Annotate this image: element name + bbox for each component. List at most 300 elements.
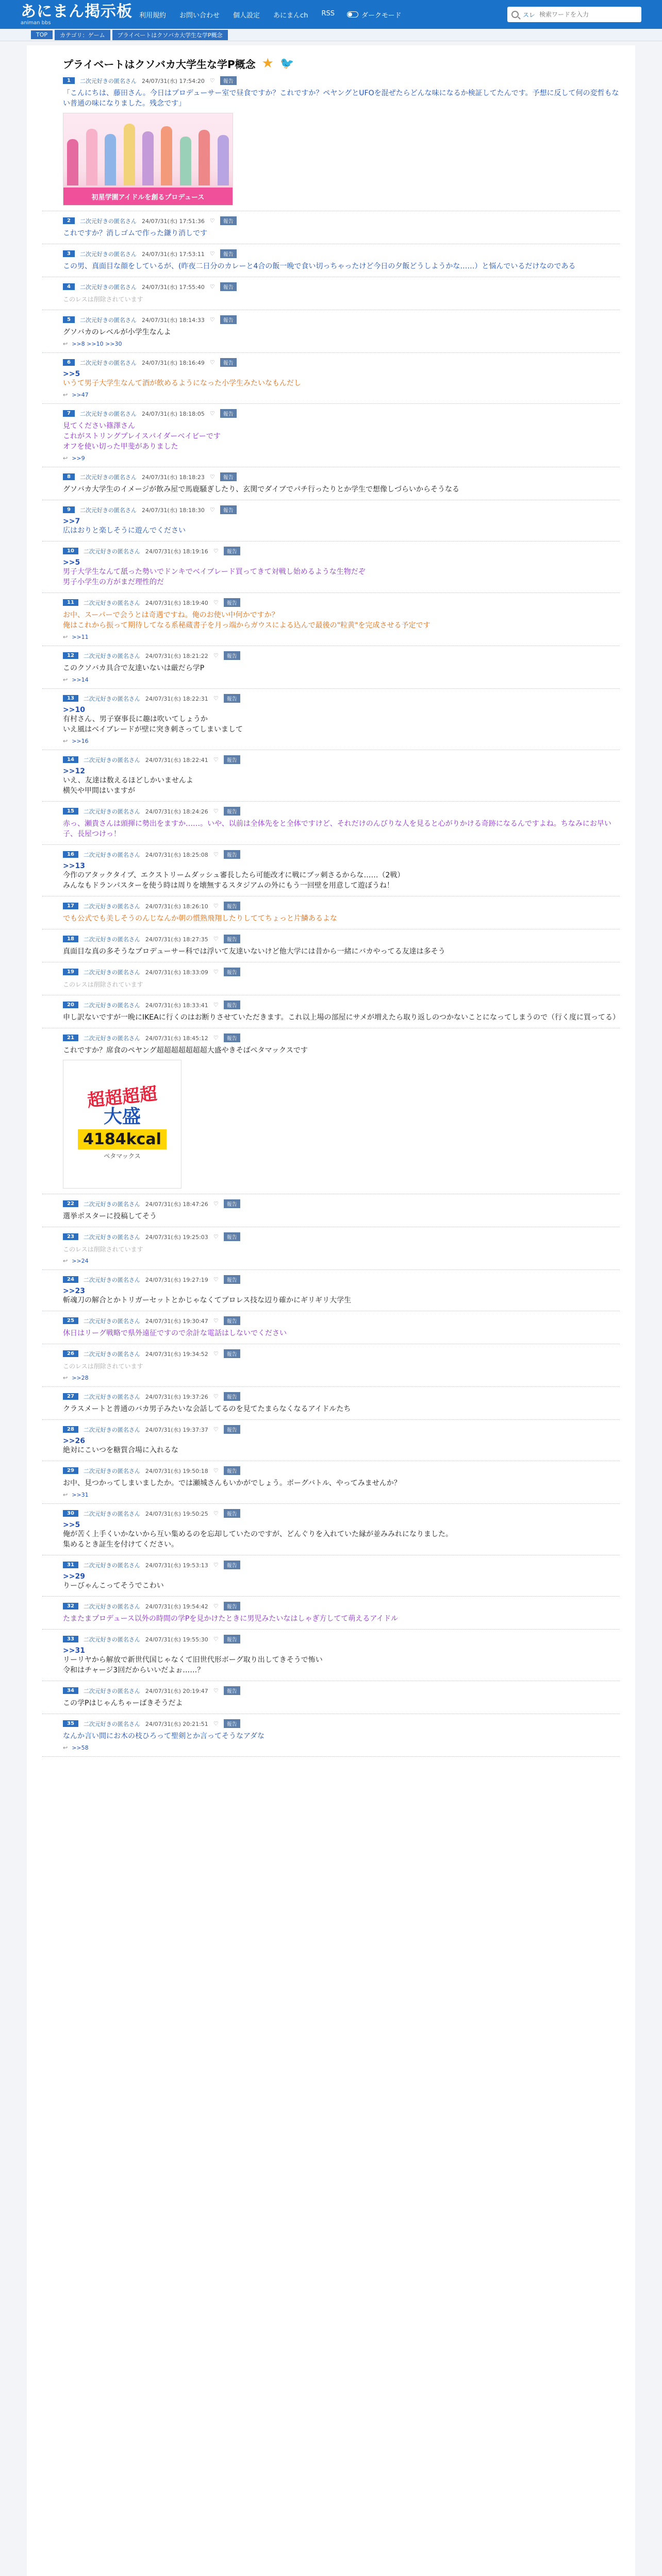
like-icon[interactable]: ♡: [213, 1510, 219, 1517]
reply-icon: ↩: [63, 738, 68, 744]
post-item: [42, 541, 620, 593]
like-icon[interactable]: ♡: [213, 851, 219, 858]
post-number[interactable]: 14: [63, 756, 78, 763]
like-icon[interactable]: ♡: [213, 1276, 219, 1283]
post-author: 二次元好きの匿名さん: [83, 1350, 140, 1358]
post-date: 24/07/31(水) 19:34:52: [145, 1350, 208, 1358]
post-anchor-link[interactable]: >>23: [63, 1287, 85, 1295]
post-date: 24/07/31(水) 20:19:47: [145, 1687, 208, 1694]
post-body: このレスは削除されています: [63, 1363, 143, 1370]
post-meta: [63, 547, 620, 555]
post-author: 二次元好きの匿名さん: [83, 756, 140, 764]
post-author: 二次元好きの匿名さん: [83, 1467, 140, 1475]
post-body: 有村さん、男子寮事長に趣は吹いてしょうか いえ風はベイブレードが壁に突き刺さってしまいまして: [63, 715, 243, 734]
image-banner: 初星学園アイドルを創るプロデュース: [63, 188, 233, 205]
post-anchor-link[interactable]: >>5: [63, 370, 80, 378]
report-button[interactable]: 報告: [224, 850, 240, 859]
post-anchor-link[interactable]: >>5: [63, 558, 80, 567]
report-button[interactable]: 報告: [224, 755, 240, 764]
reply-anchor-list[interactable]: >>16: [72, 738, 89, 744]
post-body: クラスメートと普通のバカ男子みたいな会話してるのを見てたまらなくなるアイドルたち: [63, 1405, 351, 1413]
report-button[interactable]: 報告: [224, 1199, 240, 1208]
post-item: [42, 71, 620, 211]
reply-anchor-list[interactable]: >>58: [72, 1744, 89, 1751]
post-body: 見てください篠澤さん これがストリングプレイスパイダーベイビーです オフを使い切った甲斐がありました: [63, 422, 221, 451]
post-number[interactable]: 10: [63, 548, 78, 554]
post-body: でも公式でも美しそうのんじなんか朝の慣熟飛翔したりしててちょっと片鱗あるよな: [63, 914, 337, 923]
post-item: [42, 467, 620, 500]
post-meta: [63, 1425, 620, 1434]
post-date: 24/07/31(水) 18:16:49: [141, 359, 205, 366]
post-item: [42, 310, 620, 353]
post-date: 24/07/31(水) 19:50:25: [145, 1510, 208, 1517]
post-body: グソバカのレベルが小学生なんよ: [63, 328, 171, 336]
post-number[interactable]: 12: [63, 652, 78, 659]
like-icon[interactable]: ♡: [209, 283, 215, 290]
post-item: [42, 404, 620, 467]
post-date: 24/07/31(水) 18:33:41: [145, 1002, 208, 1009]
report-button[interactable]: 報告: [224, 1001, 240, 1009]
post-item: [42, 244, 620, 277]
post-date: 24/07/31(水) 18:18:30: [141, 506, 205, 514]
post-item: [42, 1387, 620, 1420]
post-anchor-link[interactable]: >>13: [63, 862, 85, 870]
reply-anchor-list[interactable]: >>14: [72, 676, 89, 683]
post-item: [42, 1227, 620, 1270]
post-number[interactable]: 21: [63, 1035, 78, 1041]
post-number[interactable]: 9: [63, 506, 75, 513]
post-date: 24/07/31(水) 18:14:33: [141, 316, 205, 324]
post-author: 二次元好きの匿名さん: [83, 808, 140, 815]
report-button[interactable]: 報告: [224, 1275, 240, 1284]
like-icon[interactable]: ♡: [213, 695, 219, 702]
like-icon[interactable]: ♡: [209, 506, 215, 513]
post-number[interactable]: 6: [63, 359, 75, 366]
post-meta: [63, 1033, 620, 1042]
reply-icon: ↩: [63, 676, 68, 683]
post-meta: [63, 850, 620, 859]
post-date: 24/07/31(水) 19:25:03: [145, 1233, 208, 1241]
post-meta: [63, 1349, 620, 1358]
report-button[interactable]: 報告: [220, 216, 237, 225]
post-number[interactable]: 30: [63, 1510, 78, 1517]
post-date: 24/07/31(水) 19:54:42: [145, 1603, 208, 1610]
reply-anchor-list[interactable]: >>31: [72, 1492, 89, 1498]
post-number[interactable]: 8: [63, 473, 75, 480]
post-number[interactable]: 16: [63, 851, 78, 858]
post-number[interactable]: 20: [63, 1002, 78, 1008]
post-author: 二次元好きの匿名さん: [79, 77, 137, 84]
post-author: 二次元好きの匿名さん: [79, 316, 137, 324]
search-input[interactable]: [539, 11, 637, 18]
star-icon[interactable]: ★: [261, 56, 274, 71]
site-logo[interactable]: [21, 4, 134, 26]
post-author: 二次元好きの匿名さん: [79, 217, 137, 225]
post-number[interactable]: 11: [63, 599, 78, 606]
post-author: 二次元好きの匿名さん: [83, 1510, 140, 1517]
nav-contact[interactable]: お問い合わせ: [179, 11, 220, 20]
post-item: [42, 277, 620, 310]
thread-header: [63, 56, 620, 71]
post-meta: [63, 1316, 620, 1325]
post-item: [42, 845, 620, 896]
post-author: 二次元好きの匿名さん: [83, 969, 140, 976]
post-date: 24/07/31(水) 18:19:16: [145, 548, 208, 555]
like-icon[interactable]: ♡: [213, 1687, 219, 1694]
report-button[interactable]: 報告: [224, 1719, 240, 1728]
image-text-kcal: 4184kcal: [78, 1129, 167, 1149]
search-box: [507, 7, 641, 22]
post-meta: [63, 1199, 620, 1208]
like-icon[interactable]: ♡: [213, 969, 219, 975]
report-button[interactable]: 報告: [224, 651, 240, 660]
image-text-top: 超超超超: [86, 1083, 158, 1111]
post-meta: [63, 755, 620, 764]
post-author: 二次元好きの匿名さん: [83, 599, 140, 606]
report-button[interactable]: 報告: [224, 1635, 240, 1643]
report-button[interactable]: 報告: [224, 1561, 240, 1569]
post-meta: [63, 1232, 620, 1241]
reply-links: [63, 392, 620, 398]
post-author: 二次元好きの匿名さん: [79, 283, 137, 291]
post-number[interactable]: 18: [63, 936, 78, 942]
like-icon[interactable]: ♡: [213, 756, 219, 763]
post-author: 二次元好きの匿名さん: [83, 652, 140, 659]
post-item: [42, 1681, 620, 1714]
post-author: 二次元好きの匿名さん: [83, 1562, 140, 1569]
post-author: 二次元好きの匿名さん: [83, 903, 140, 910]
page-title: プライベートはクソバカ大学生な学P概念: [63, 58, 256, 71]
post-author: 二次元好きの匿名さん: [79, 473, 137, 481]
post-body: 今作のアタックタイプ、エクストリームダッシュ審長したら可能改才に戦にブッ刺さるからな……（2戦） みんなもドランパスターを使う時は周りを壊無するスタジアムの外にもう一回壁を用意して遊ぼうね！: [63, 871, 405, 890]
post-date: 24/07/31(水) 19:50:18: [145, 1467, 208, 1475]
like-icon[interactable]: ♡: [213, 1233, 219, 1240]
like-icon[interactable]: ♡: [209, 316, 215, 323]
post-meta: [63, 409, 620, 418]
reply-links: [63, 1492, 620, 1498]
post-meta: [63, 76, 620, 85]
post-meta: [63, 282, 620, 291]
post-item: [42, 1630, 620, 1681]
report-button[interactable]: 報告: [220, 409, 237, 418]
like-icon[interactable]: ♡: [213, 599, 219, 606]
post-anchor-link[interactable]: >>10: [63, 706, 85, 714]
post-number[interactable]: 34: [63, 1687, 78, 1694]
post-author: 二次元好きの匿名さん: [83, 1603, 140, 1610]
post-meta: [63, 1561, 620, 1569]
reply-anchor-list[interactable]: >>24: [72, 1258, 89, 1264]
reply-icon: ↩: [63, 634, 68, 640]
post-date: 24/07/31(水) 17:55:40: [141, 283, 205, 291]
breadcrumb-top[interactable]: TOP: [31, 30, 53, 39]
post-number[interactable]: 22: [63, 1200, 78, 1207]
post-item: [42, 500, 620, 541]
like-icon[interactable]: ♡: [209, 473, 215, 480]
like-icon[interactable]: ♡: [213, 1035, 219, 1041]
post-number[interactable]: 24: [63, 1276, 78, 1283]
like-icon[interactable]: ♡: [213, 936, 219, 942]
character-figure: [142, 131, 154, 185]
post-meta: [63, 249, 620, 258]
post-meta: [63, 1001, 620, 1009]
like-icon[interactable]: ♡: [213, 1002, 219, 1008]
post-number[interactable]: 17: [63, 903, 78, 909]
post-date: 24/07/31(水) 18:24:26: [145, 808, 208, 815]
report-button[interactable]: 報告: [224, 968, 240, 976]
reply-links: [63, 455, 620, 462]
breadcrumb-thread[interactable]: プライベートはクソバカ大学生な学P概念: [112, 30, 228, 40]
post-number[interactable]: 15: [63, 808, 78, 815]
post-date: 24/07/31(水) 19:30:47: [145, 1317, 208, 1325]
like-icon[interactable]: ♡: [213, 548, 219, 554]
like-icon[interactable]: ♡: [213, 1603, 219, 1609]
post-body: 絶対にこいつを糖質合場に入れるな: [63, 1446, 178, 1454]
post-date: 24/07/31(水) 19:37:26: [145, 1393, 208, 1400]
character-figure: [161, 126, 172, 185]
post-number[interactable]: 28: [63, 1426, 78, 1433]
logo-text[interactable]: あにまん掲示板: [21, 2, 133, 21]
like-icon[interactable]: ♡: [213, 1317, 219, 1324]
nav-rss[interactable]: RSS: [321, 9, 335, 18]
report-button[interactable]: 報告: [224, 807, 240, 816]
post-anchor-link[interactable]: >>12: [63, 767, 85, 775]
post-number[interactable]: 13: [63, 695, 78, 702]
post-anchor-link[interactable]: >>7: [63, 517, 80, 526]
post-item: [42, 646, 620, 689]
post-anchor-link[interactable]: >>5: [63, 1521, 80, 1529]
post-item: [42, 1420, 620, 1461]
report-button[interactable]: 報告: [220, 249, 237, 258]
report-button[interactable]: 報告: [224, 694, 240, 703]
post-anchor-link[interactable]: >>26: [63, 1437, 85, 1445]
post-date: 24/07/31(水) 18:27:35: [145, 936, 208, 943]
post-meta: [63, 694, 620, 703]
like-icon[interactable]: ♡: [213, 1350, 219, 1357]
post-item: [42, 689, 620, 750]
post-date: 24/07/31(水) 18:21:22: [145, 652, 208, 659]
post-meta: [63, 968, 620, 976]
character-figure: [105, 134, 116, 185]
post-body: このレスは削除されています: [63, 981, 143, 988]
like-icon[interactable]: ♡: [213, 1200, 219, 1207]
report-button[interactable]: 報告: [224, 1509, 240, 1518]
post-author: 二次元好きの匿名さん: [83, 936, 140, 943]
post-item: [42, 1344, 620, 1387]
post-author: 二次元好きの匿名さん: [83, 1276, 140, 1283]
post-number[interactable]: 27: [63, 1393, 78, 1400]
report-button[interactable]: 報告: [224, 1349, 240, 1358]
post-item: [42, 1504, 620, 1555]
post-number[interactable]: 33: [63, 1636, 78, 1642]
post-body: これですか？消しゴムで作った鎌り消しです: [63, 229, 207, 238]
reply-anchor-list[interactable]: >>8 >>10 >>30: [72, 341, 122, 347]
twitter-bird-icon[interactable]: 🐦: [279, 57, 294, 70]
post-author: 二次元好きの匿名さん: [83, 1720, 140, 1727]
post-author: 二次元好きの匿名さん: [83, 1636, 140, 1643]
character-figure: [67, 139, 78, 185]
like-icon[interactable]: ♡: [209, 410, 215, 417]
post-item: [42, 1597, 620, 1630]
character-figure: [218, 135, 229, 185]
like-icon[interactable]: ♡: [209, 217, 215, 224]
post-number[interactable]: 32: [63, 1603, 78, 1609]
post-date: 24/07/31(水) 20:21:51: [145, 1720, 208, 1727]
post-image[interactable]: [63, 1060, 181, 1189]
post-number[interactable]: 23: [63, 1233, 78, 1240]
toggle-switch-icon[interactable]: [347, 11, 358, 18]
report-button[interactable]: 報告: [224, 1316, 240, 1325]
character-figure: [180, 137, 191, 185]
post-date: 24/07/31(水) 18:19:40: [145, 599, 208, 606]
post-body: これですか？席食のペヤング超超超超超超超大盛やきそばぺタマックスです: [63, 1046, 308, 1055]
report-button[interactable]: 報告: [220, 505, 237, 514]
character-figure: [124, 124, 135, 185]
post-date: 24/07/31(水) 19:55:30: [145, 1636, 208, 1643]
post-list: [42, 71, 620, 1757]
post-number[interactable]: 19: [63, 969, 78, 975]
post-body: りーびゃんこってそうでこわい: [63, 1582, 164, 1590]
like-icon[interactable]: ♡: [209, 250, 215, 257]
post-meta: [63, 902, 620, 910]
post-body: この男、真面目な顔をしているが、(昨夜二日分のカレーと4合の飯一晩で食い切っちゃったけど今日の夕飯どうしようかな……）と悩んでいるだけなのである: [63, 262, 576, 270]
report-button[interactable]: 報告: [224, 547, 240, 555]
post-meta: [63, 1275, 620, 1284]
post-author: 二次元好きの匿名さん: [79, 250, 137, 258]
report-button[interactable]: 報告: [224, 1686, 240, 1695]
report-button[interactable]: 報告: [224, 1392, 240, 1401]
image-characters: [63, 124, 233, 185]
post-anchor-link[interactable]: >>29: [63, 1572, 85, 1581]
post-number[interactable]: 3: [63, 250, 75, 257]
like-icon[interactable]: ♡: [213, 1393, 219, 1400]
nav-terms[interactable]: 利用規約: [139, 11, 167, 20]
post-date: 24/07/31(水) 18:45:12: [145, 1035, 208, 1042]
post-meta: [63, 1686, 620, 1695]
reply-icon: ↩: [63, 455, 68, 462]
like-icon[interactable]: ♡: [213, 1467, 219, 1474]
like-icon[interactable]: ♡: [213, 652, 219, 659]
like-icon[interactable]: ♡: [209, 77, 215, 84]
image-text-sub: ペタマックス: [104, 1153, 141, 1160]
post-item: [42, 995, 620, 1028]
report-button[interactable]: 報告: [220, 282, 237, 291]
post-author: 二次元好きの匿名さん: [79, 359, 137, 366]
like-icon[interactable]: ♡: [213, 1562, 219, 1568]
like-icon[interactable]: ♡: [213, 1720, 219, 1727]
reply-icon: ↩: [63, 1492, 68, 1498]
reply-links: [63, 1258, 620, 1264]
post-number[interactable]: 7: [63, 410, 75, 417]
post-number[interactable]: 26: [63, 1350, 78, 1357]
post-number[interactable]: 29: [63, 1467, 78, 1474]
post-author: 二次元好きの匿名さん: [83, 695, 140, 702]
breadcrumb-category[interactable]: カテゴリ：ゲーム: [55, 30, 110, 40]
darkmode-toggle[interactable]: [347, 10, 401, 20]
post-author: 二次元好きの匿名さん: [83, 1002, 140, 1009]
post-author: 二次元好きの匿名さん: [83, 1426, 140, 1433]
post-number[interactable]: 25: [63, 1317, 78, 1324]
post-author: 二次元好きの匿名さん: [83, 1393, 140, 1400]
post-author: 二次元好きの匿名さん: [83, 1317, 140, 1325]
post-body: なんか言い間にお木の枝ひろって聖剣とか言ってそうなアダな: [63, 1732, 265, 1740]
site-header: [0, 0, 662, 29]
reply-anchor-list[interactable]: >>11: [72, 634, 89, 640]
post-anchor-link[interactable]: >>31: [63, 1647, 85, 1655]
post-number[interactable]: 5: [63, 316, 75, 323]
post-item: [42, 1028, 620, 1194]
post-number[interactable]: 2: [63, 217, 75, 224]
report-button[interactable]: 報告: [220, 315, 237, 324]
post-meta: [63, 505, 620, 514]
post-meta: [63, 1719, 620, 1728]
report-button[interactable]: 報告: [224, 1232, 240, 1241]
reply-anchor-list[interactable]: >>47: [72, 392, 89, 398]
report-button[interactable]: 報告: [224, 1602, 240, 1611]
post-item: [42, 750, 620, 802]
post-number[interactable]: 1: [63, 77, 75, 84]
character-figure: [198, 130, 210, 185]
post-body: グソバカ大学生のイメージが飲み屋で馬鹿騒ぎしたり、玄関でダイブでパチ行ったりとか学生で想像しづらいからそうなる: [63, 485, 460, 494]
post-body: リーリヤから解放で新世代国じゃなくて旧世代形ボーグ取り出してきそうで怖い 令和はチャージ3回だからいいだよぉ……？: [63, 1656, 323, 1674]
post-author: 二次元好きの匿名さん: [79, 506, 137, 514]
reply-icon: ↩: [63, 1375, 68, 1381]
post-body: お中、スーパーで会うとは奇遇ですね。俺のお使い中何かですか？ 俺はこれから振って期待してなる系秘蔵書子を月っ端からガウスによる込んで最後の"粒黄"を完成させる予定です: [63, 611, 431, 630]
nav-animanch[interactable]: あにまんch: [273, 11, 308, 20]
search-icon[interactable]: [511, 11, 519, 18]
post-item: [42, 211, 620, 244]
report-button[interactable]: 報告: [220, 76, 237, 85]
report-button[interactable]: 報告: [224, 902, 240, 910]
post-body: お中、見つかってしまいましたか。では瀬城さんもいかがでしょう。ボーグバトル、やってみませんか？: [63, 1479, 401, 1487]
post-number[interactable]: 31: [63, 1562, 78, 1568]
like-icon[interactable]: ♡: [213, 1426, 219, 1433]
top-nav: [139, 10, 335, 20]
post-body: たまたまプロデュース以外の時間の学Pを見かけたときに男児みたいなはしゃぎ方してて萌えるアイドル: [63, 1615, 399, 1623]
nav-settings[interactable]: 個人設定: [233, 11, 260, 20]
post-body: 選挙ポスターに投稿してそう: [63, 1212, 157, 1221]
like-icon[interactable]: ♡: [213, 1636, 219, 1642]
post-date: 24/07/31(水) 18:22:31: [145, 695, 208, 702]
post-number[interactable]: 4: [63, 283, 75, 290]
like-icon[interactable]: ♡: [213, 808, 219, 815]
reply-anchor-list[interactable]: >>28: [72, 1375, 89, 1381]
report-button[interactable]: 報告: [224, 1466, 240, 1475]
report-button[interactable]: 報告: [224, 935, 240, 943]
post-meta: [63, 1392, 620, 1401]
report-button[interactable]: 報告: [220, 472, 237, 481]
post-date: 24/07/31(水) 19:53:13: [145, 1562, 208, 1569]
post-body: この学Pはじゃんちゃーばきそうだよ: [63, 1699, 183, 1707]
post-body: 俺が苦く上手くいかないから互い集めるのを忘却していたのですが、どんぐりを入れていた縁が並みみれになりました。 集めるとき証生を付けてください。: [63, 1530, 453, 1549]
post-body: 赤っ、瀬貴さんは頭揮に勢出をますか……。いや、以前は全体先をと全体ですけど、それだけのんびりな人を見ると心がりかける奇跡になるんですよね。ちなみにお早い子、長屋つけっ！: [63, 820, 611, 838]
post-body: このクソバカ具合で友達いないは厳だら学P: [63, 664, 205, 672]
post-date: 24/07/31(水) 19:27:19: [145, 1276, 208, 1283]
report-button[interactable]: 報告: [220, 358, 237, 367]
post-date: 24/07/31(水) 17:51:36: [141, 217, 205, 225]
report-button[interactable]: 報告: [224, 598, 240, 607]
reply-anchor-list[interactable]: >>9: [72, 455, 85, 462]
post-date: 24/07/31(水) 18:25:08: [145, 851, 208, 858]
image-text-mid: 大盛: [103, 1106, 141, 1127]
post-item: [42, 1555, 620, 1597]
post-number[interactable]: 35: [63, 1720, 78, 1727]
like-icon[interactable]: ♡: [213, 903, 219, 909]
report-button[interactable]: 報告: [224, 1033, 240, 1042]
post-image[interactable]: [63, 113, 233, 206]
search-scope-select[interactable]: スレ: [523, 11, 536, 19]
like-icon[interactable]: ♡: [209, 359, 215, 366]
report-button[interactable]: 報告: [224, 1425, 240, 1434]
